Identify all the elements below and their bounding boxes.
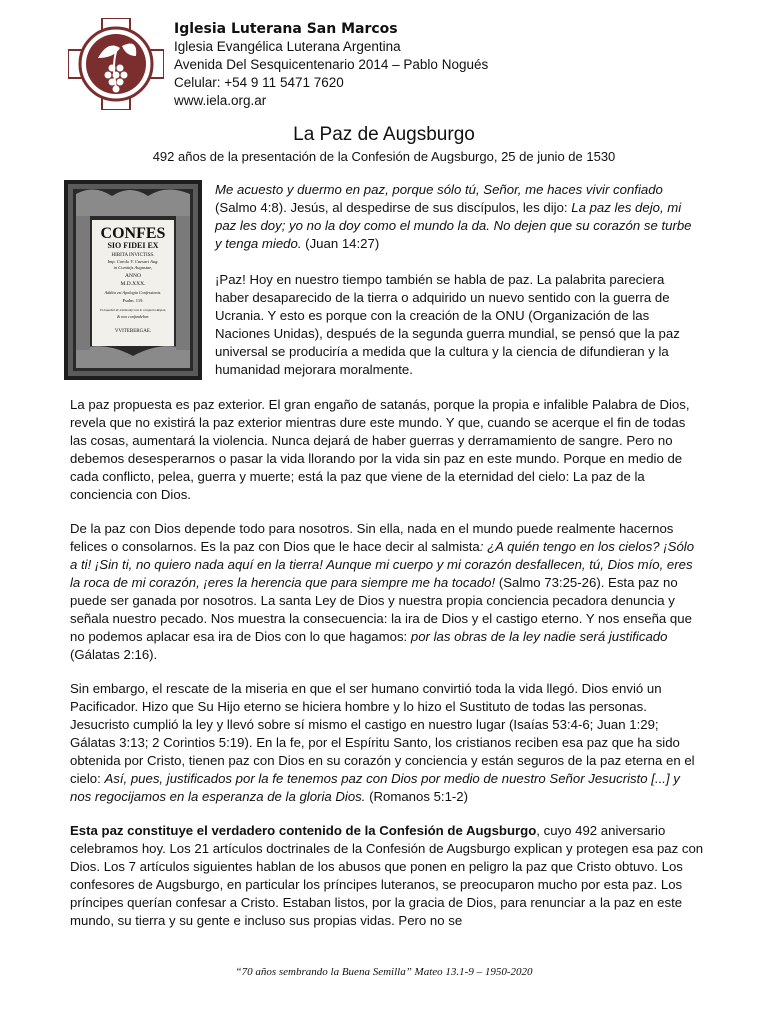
church-phone: Celular: +54 9 11 5471 7620	[174, 75, 344, 90]
book-line-12: VVITEBERGAE.	[114, 329, 152, 334]
intro-text: (Salmo 4:8). Jesús, al despedirse de sus discípulos, les dijo:	[215, 200, 572, 215]
p6-text: , cuyo 492 aniversario celebramos hoy. Los 21 artículos doctrinales de la Confesión de Augsburgo explican y protegen esa paz con Dios. Los 7 artículos siguientes hablan de los abusos que ponen en peligro la paz que Cristo obtuvo. Los confesores de Augsburgo, en particular los príncipes luteranos, se preocuparon mucho por esta paz. Los príncipes querían confesar a Cristo. Estaban listos, por la gracia de Dios, para renunciar a la paz en este mundo, su tierra y su gente e incluso sus propias vidas. Pero no se	[70, 823, 704, 928]
confession-title-page-image	[64, 180, 202, 380]
paragraph-peace-with-god	[70, 520, 704, 664]
quote-romans-5: Así, pues, justificados por la fe tenemos paz con Dios por medio de nuestro Señor Jesucristo [...] y nos regocijamos en la esperanza de la gloria Dios.	[70, 771, 680, 804]
church-address: Avenida Del Sesquicentenario 2014 – Pablo Nogués	[174, 57, 489, 72]
church-name: Iglesia Luterana San Marcos	[174, 21, 398, 37]
book-line-10: Et loquebar de testimonijs tuis in conspectu Regum,	[99, 308, 167, 312]
book-line-7: M.D.XXX.	[120, 281, 146, 287]
ref-john-14: (Juan 14:27)	[301, 236, 380, 251]
book-line-4: Imp. Carolo V. Caesari Aug.	[107, 259, 159, 264]
page-footer: “70 años sembrando la Buena Semilla” Mateo 13.1-9 – 1950-2020	[235, 966, 533, 978]
book-line-1: CONFES	[100, 225, 166, 242]
paragraph-rescue	[70, 680, 704, 806]
church-website[interactable]: www.iela.org.ar	[174, 93, 267, 108]
quote-psalm-73: : ¿A quién tengo en los cielos? ¡Sólo a ti! ¡Sin ti, no quiero nada aquí en la tierra! Aunque mi cuerpo y mi corazón desfallecen, tú, Dios mío, eres la roca de mi corazón, ¡eres la herencia que para siempre me ha tocado!	[70, 539, 695, 590]
book-line-6: ANNO	[125, 273, 141, 279]
church-info	[174, 20, 488, 110]
paragraph-augsburg	[70, 822, 704, 930]
paragraph-peace-today: ¡Paz! Hoy en nuestro tiempo también se habla de paz. La palabrita pareciera haber desaparecido de la tierra o adquirido un nuevo sentido con la guerra de Ucrania. Y esto es porque con la creación de la ONU (Organización de las Naciones Unidas), después de la segunda guerra mundial, se pensó que la paz universal se produciría a medida que la cultura y la ciencia de difundieran y la humanidad mejorara moralmente.	[215, 272, 680, 377]
p4-text-a: De la paz con Dios depende todo para nosotros. Sin ella, nada en el mundo puede realmente hacernos felices o consolarnos. Es la paz con Dios que le hace decir al salmista	[70, 521, 674, 554]
church-org: Iglesia Evangélica Luterana Argentina	[174, 39, 401, 54]
quote-john-14: La paz les dejo, mi paz les doy; yo no la doy como el mundo la da. No dejen que su corazón se turbe y tenga miedo.	[215, 200, 692, 251]
book-line-11: & non confundebar.	[117, 314, 149, 319]
page-title: La Paz de Augsburgo	[293, 124, 475, 145]
quote-galatians: por las obras de la ley nadie será justificado	[410, 629, 668, 644]
book-line-5: in Comitijs Augustae,	[113, 265, 153, 270]
paragraph-intro	[215, 181, 701, 253]
book-line-3: HIBITA INVICTISS.	[111, 253, 155, 258]
paragraph-outer-peace: La paz propuesta es paz exterior. El gran engaño de satanás, porque la propia e infalible Palabra de Dios, revela que no existirá la paz exterior mientras dure este mundo. Y que, cuando se acerque el fin de todas las cosas, aumentará la violencia. Nunca dejará de haber guerras y derramamiento de sangre. Pero no debemos desesperarnos o pasar la vida llorando por la vida sin paz en este mundo. Porque en medio de cada conflicto, pelea, guerra y muerte; está la paz que viene de la eternidad del cielo: La paz de la conciencia con Dios.	[70, 397, 690, 502]
book-line-9: Psalm. 119.	[122, 298, 144, 303]
book-line-2: SIO FIDEI EX	[107, 241, 159, 250]
church-logo-icon	[68, 18, 164, 110]
page-subtitle: 492 años de la presentación de la Confesión de Augsburgo, 25 de junio de 1530	[152, 149, 616, 164]
book-line-8: Addita est Apologia Confessionis.	[104, 290, 162, 295]
p4-text-e: (Gálatas 2:16).	[70, 647, 158, 662]
p6-bold: Esta paz constituye el verdadero contenido de la Confesión de Augsburgo	[70, 823, 537, 838]
p5-text-c: (Romanos 5:1-2)	[365, 789, 469, 804]
p4-text-c: (Salmo 73:25-26). Esta paz no puede ser ganada por nosotros. La santa Ley de Dios y nuestra propia conciencia pecadora denuncia y señala nuestro pecado. Nos muestra la consecuencia: la ira de Dios y el castigo eterno. Y nos enseña que no podemos aplacar esa ira de Dios con lo que hagamos:	[70, 575, 692, 644]
quote-psalm-4: Me acuesto y duermo en paz, porque sólo tú, Señor, me haces vivir confiado	[215, 182, 663, 197]
p5-text-a: Sin embargo, el rescate de la miseria en que el ser humano convirtió toda la vida llegó. Dios envió un Pacificador. Hizo que Su Hijo eterno se hiciera hombre y lo hizo el Sustituto de todas las personas. Jesucristo cumplió la ley y llevó sobre sí mismo el castigo en nuestro lugar (Isaías 53:4-6; Juan 1:29; Gálatas 3:13; 2 Corintios 5:19). En la fe, por el Espíritu Santo, los cristianos reciben esa paz que ha sido obtenida por Cristo, tienen paz con Dios en su corazón y conciencia y están seguros de la paz eterna en el cielo:	[70, 681, 695, 786]
